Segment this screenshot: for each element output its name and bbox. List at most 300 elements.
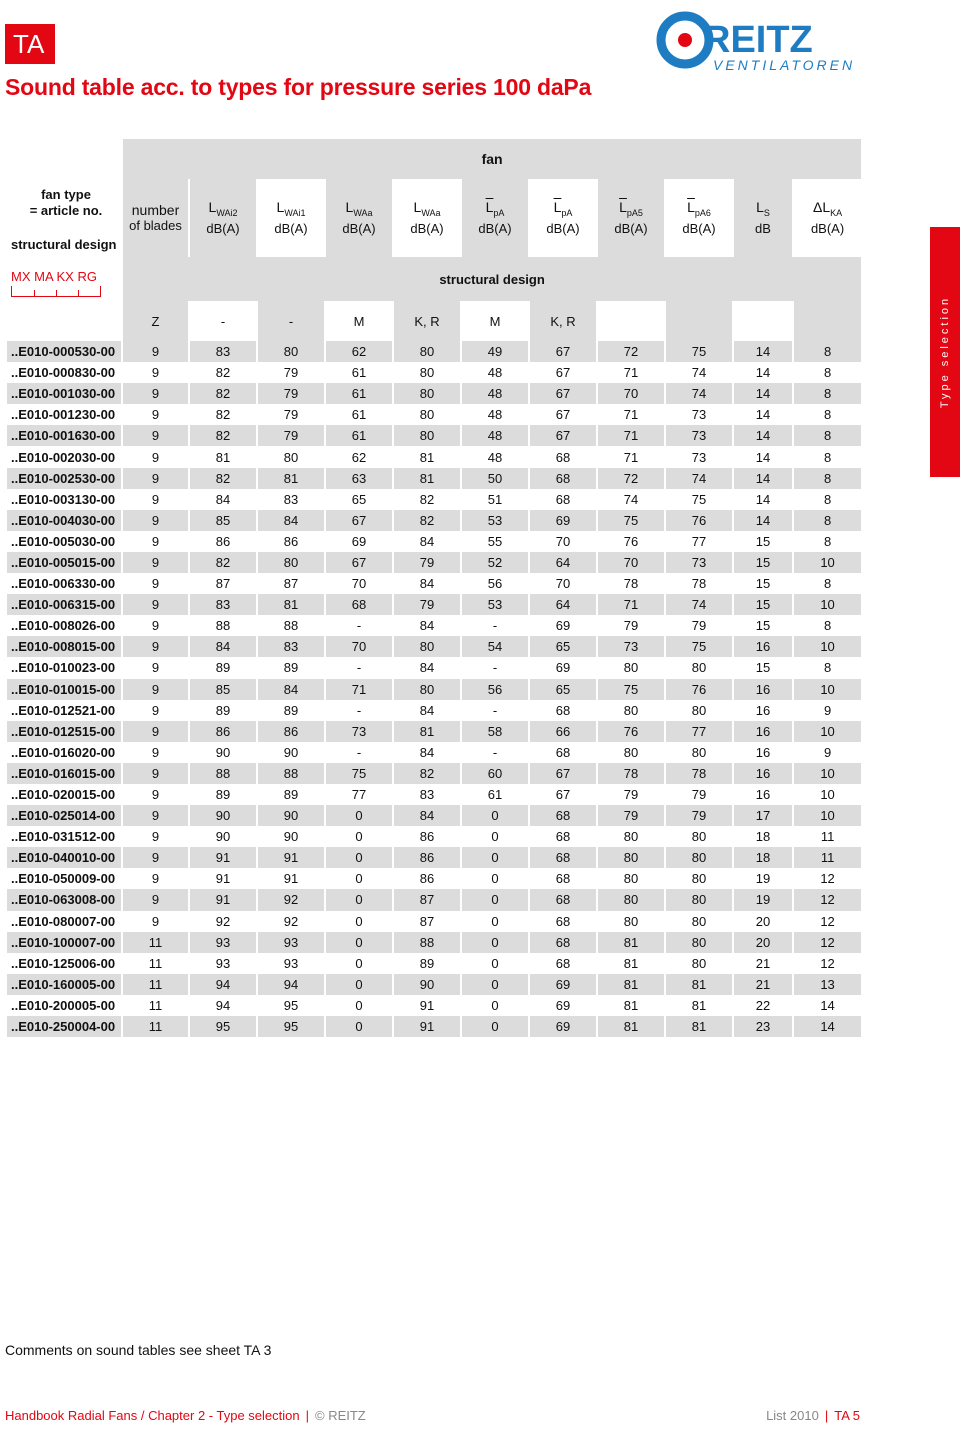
table-cell: 83 — [257, 636, 325, 657]
table-cell: 48 — [461, 404, 529, 425]
table-cell: 18 — [733, 847, 793, 868]
table-cell: 68 — [529, 911, 597, 932]
article-number-cell: ..E010-063008-00 — [6, 889, 122, 910]
table-row — [6, 636, 862, 657]
table-cell: 81 — [597, 1016, 665, 1037]
table-cell: 9 — [122, 784, 189, 805]
table-cell: 0 — [461, 974, 529, 995]
table-cell: 68 — [529, 953, 597, 974]
table-cell: 93 — [257, 953, 325, 974]
table-cell: 86 — [189, 721, 257, 742]
table-cell: 79 — [597, 615, 665, 636]
design-cell-4: K, R — [393, 301, 461, 341]
table-cell: 23 — [733, 1016, 793, 1037]
table-row — [6, 615, 862, 636]
table-cell: 70 — [597, 383, 665, 404]
table-cell: 76 — [665, 679, 733, 700]
table-cell: 9 — [122, 826, 189, 847]
table-cell: 90 — [257, 826, 325, 847]
article-number-cell: ..E010-031512-00 — [6, 826, 122, 847]
column-header-9 — [733, 179, 793, 257]
structural-codes-cell — [6, 257, 122, 301]
table-cell: 61 — [325, 425, 393, 446]
column-unit: dB — [755, 220, 771, 236]
column-header-0 — [122, 179, 189, 257]
table-cell: 0 — [461, 826, 529, 847]
table-row — [6, 446, 862, 467]
table-cell: 68 — [529, 468, 597, 489]
table-cell: 9 — [122, 510, 189, 531]
table-cell: 68 — [529, 805, 597, 826]
column-symbol: $\overline{L}_{pA}$ — [485, 199, 505, 218]
table-cell: 91 — [393, 995, 461, 1016]
table-cell: 88 — [393, 932, 461, 953]
table-cell: 80 — [665, 826, 733, 847]
table-cell: 75 — [597, 510, 665, 531]
table-cell: 61 — [325, 383, 393, 404]
table-row — [6, 784, 862, 805]
table-cell: 75 — [325, 763, 393, 784]
column-header-7 — [597, 179, 665, 257]
svg-text:VENTILATOREN: VENTILATOREN — [713, 57, 856, 73]
table-row — [6, 510, 862, 531]
table-cell: 21 — [733, 953, 793, 974]
table-cell: 79 — [393, 594, 461, 615]
table-cell: 90 — [257, 805, 325, 826]
table-cell: 84 — [257, 679, 325, 700]
structural-bracket — [11, 286, 101, 297]
table-cell: 84 — [393, 805, 461, 826]
table-cell: 80 — [257, 341, 325, 362]
table-cell: 8 — [793, 446, 862, 467]
structural-design-header: structural design — [122, 257, 862, 301]
column-symbol: $L_{WAi1}$ — [276, 199, 306, 218]
table-cell: 10 — [793, 594, 862, 615]
table-cell: 95 — [257, 1016, 325, 1037]
table-cell: 0 — [461, 805, 529, 826]
table-cell: 8 — [793, 489, 862, 510]
table-cell: 81 — [393, 468, 461, 489]
table-cell: 0 — [325, 911, 393, 932]
table-row — [6, 953, 862, 974]
table-cell: 89 — [189, 657, 257, 678]
table-cell: 94 — [189, 995, 257, 1016]
table-cell: 68 — [529, 826, 597, 847]
table-cell: 80 — [393, 383, 461, 404]
design-cell-0: Z — [122, 301, 189, 341]
table-cell: 14 — [793, 1016, 862, 1037]
table-cell: 9 — [122, 657, 189, 678]
article-number-cell: ..E010-006315-00 — [6, 594, 122, 615]
table-cell: 50 — [461, 468, 529, 489]
table-cell: 68 — [529, 847, 597, 868]
table-cell: 10 — [793, 552, 862, 573]
table-cell: 89 — [189, 700, 257, 721]
column-unit: dB(A) — [274, 220, 308, 236]
table-cell: 82 — [189, 468, 257, 489]
table-cell: 77 — [665, 531, 733, 552]
svg-text:REITZ: REITZ — [703, 19, 813, 61]
article-number-cell: ..E010-050009-00 — [6, 868, 122, 889]
footer-right: List 2010 | TA 5 — [766, 1408, 860, 1423]
article-number-cell: ..E010-002030-00 — [6, 446, 122, 467]
table-cell: - — [461, 700, 529, 721]
table-cell: 95 — [257, 995, 325, 1016]
design-cell-7 — [597, 301, 665, 341]
article-number-cell: ..E010-100007-00 — [6, 932, 122, 953]
table-row — [6, 657, 862, 678]
article-number-cell: ..E010-040010-00 — [6, 847, 122, 868]
table-row — [6, 404, 862, 425]
table-cell: 70 — [529, 531, 597, 552]
comment-note: Comments on sound tables see sheet TA 3 — [5, 1342, 272, 1358]
column-header-6 — [529, 179, 597, 257]
table-cell: 80 — [393, 362, 461, 383]
table-cell: 80 — [597, 868, 665, 889]
table-cell: 9 — [122, 742, 189, 763]
table-cell: 21 — [733, 974, 793, 995]
column-header-2 — [257, 179, 325, 257]
table-cell: 75 — [665, 489, 733, 510]
table-cell: 53 — [461, 594, 529, 615]
table-cell: 9 — [122, 636, 189, 657]
table-cell: 87 — [257, 573, 325, 594]
article-number-cell: ..E010-002530-00 — [6, 468, 122, 489]
table-cell: 0 — [325, 868, 393, 889]
table-cell: 12 — [793, 932, 862, 953]
table-cell: 95 — [189, 1016, 257, 1037]
table-cell: 62 — [325, 446, 393, 467]
column-unit: dB(A) — [614, 220, 648, 236]
table-cell: 0 — [325, 805, 393, 826]
table-cell: 11 — [122, 953, 189, 974]
table-cell: 69 — [325, 531, 393, 552]
table-row — [6, 995, 862, 1016]
table-cell: 71 — [597, 362, 665, 383]
column-symbol: $L_{WAi2}$ — [208, 199, 238, 218]
table-cell: 86 — [393, 868, 461, 889]
table-row — [6, 763, 862, 784]
table-cell: 10 — [793, 784, 862, 805]
table-cell: 52 — [461, 552, 529, 573]
table-cell: 15 — [733, 594, 793, 615]
table-cell: 0 — [325, 847, 393, 868]
table-cell: 0 — [461, 1016, 529, 1037]
table-cell: - — [461, 657, 529, 678]
table-cell: 80 — [393, 404, 461, 425]
table-cell: - — [325, 700, 393, 721]
table-cell: 16 — [733, 763, 793, 784]
design-cell-8 — [665, 301, 733, 341]
table-cell: 84 — [257, 510, 325, 531]
table-cell: 67 — [529, 362, 597, 383]
table-cell: 68 — [529, 889, 597, 910]
table-cell: 93 — [257, 932, 325, 953]
table-cell: 86 — [393, 826, 461, 847]
table-cell: 9 — [122, 889, 189, 910]
table-cell: 79 — [597, 805, 665, 826]
table-cell: 17 — [733, 805, 793, 826]
table-cell: 80 — [665, 868, 733, 889]
column-symbol: $\Delta L_{KA}$ — [812, 199, 843, 218]
table-cell: 67 — [529, 383, 597, 404]
table-cell: 88 — [189, 615, 257, 636]
table-cell: 83 — [189, 341, 257, 362]
table-cell: 62 — [325, 341, 393, 362]
table-cell: 76 — [597, 721, 665, 742]
table-cell: 90 — [189, 826, 257, 847]
table-cell: 71 — [597, 404, 665, 425]
table-cell: 10 — [793, 636, 862, 657]
table-cell: - — [325, 657, 393, 678]
table-row — [6, 911, 862, 932]
design-row-label — [6, 301, 122, 341]
table-cell: 11 — [122, 995, 189, 1016]
table-cell: 73 — [665, 552, 733, 573]
article-number-cell: ..E010-012515-00 — [6, 721, 122, 742]
table-cell: 12 — [793, 889, 862, 910]
table-cell: 71 — [597, 425, 665, 446]
table-cell: 8 — [793, 425, 862, 446]
table-cell: 69 — [529, 1016, 597, 1037]
table-row — [6, 974, 862, 995]
table-cell: 64 — [529, 552, 597, 573]
article-number-cell: ..E010-200005-00 — [6, 995, 122, 1016]
table-cell: 87 — [393, 889, 461, 910]
table-cell: 89 — [189, 784, 257, 805]
table-cell: 48 — [461, 362, 529, 383]
table-cell: 49 — [461, 341, 529, 362]
article-number-cell: ..E010-125006-00 — [6, 953, 122, 974]
table-cell: 9 — [122, 679, 189, 700]
table-row — [6, 826, 862, 847]
table-cell: 63 — [325, 468, 393, 489]
column-unit: dB(A) — [478, 220, 512, 236]
table-cell: 87 — [189, 573, 257, 594]
page-title: Sound table acc. to types for pressure series 100 daPa — [5, 74, 592, 100]
table-cell: 68 — [529, 700, 597, 721]
table-cell: 80 — [665, 657, 733, 678]
table-cell: 88 — [257, 615, 325, 636]
table-cell: 0 — [325, 974, 393, 995]
article-number-cell: ..E010-001030-00 — [6, 383, 122, 404]
table-cell: 72 — [597, 468, 665, 489]
column-unit: dB(A) — [410, 220, 444, 236]
table-cell: 90 — [189, 805, 257, 826]
table-cell: 82 — [393, 763, 461, 784]
table-cell: 65 — [325, 489, 393, 510]
article-number-cell: ..E010-001230-00 — [6, 404, 122, 425]
column-header-8 — [665, 179, 733, 257]
table-cell: 65 — [529, 679, 597, 700]
table-cell: 8 — [793, 657, 862, 678]
article-number-cell: ..E010-025014-00 — [6, 805, 122, 826]
table-cell: 68 — [529, 489, 597, 510]
table-cell: 91 — [257, 868, 325, 889]
table-cell: 79 — [665, 805, 733, 826]
table-cell: 73 — [665, 446, 733, 467]
table-cell: 77 — [665, 721, 733, 742]
table-cell: 81 — [257, 594, 325, 615]
corner-cell — [6, 139, 122, 179]
table-cell: 0 — [461, 889, 529, 910]
table-cell: 67 — [325, 510, 393, 531]
article-number-cell: ..E010-016015-00 — [6, 763, 122, 784]
table-cell: 9 — [122, 700, 189, 721]
table-cell: 15 — [733, 531, 793, 552]
column-symbol: number — [131, 202, 180, 218]
table-cell: 51 — [461, 489, 529, 510]
column-header-1 — [189, 179, 257, 257]
table-cell: 8 — [793, 404, 862, 425]
table-cell: 74 — [665, 468, 733, 489]
table-cell: 67 — [529, 784, 597, 805]
table-cell: 75 — [597, 679, 665, 700]
table-cell: 80 — [665, 911, 733, 932]
table-row — [6, 805, 862, 826]
table-cell: 79 — [597, 784, 665, 805]
table-cell: 78 — [597, 763, 665, 784]
footer-handbook: Handbook Radial Fans / Chapter 2 - Type selection — [5, 1408, 300, 1423]
table-cell: 79 — [257, 362, 325, 383]
table-cell: 61 — [325, 362, 393, 383]
table-row — [6, 700, 862, 721]
table-cell: 56 — [461, 573, 529, 594]
table-cell: 53 — [461, 510, 529, 531]
table-cell: 81 — [393, 721, 461, 742]
table-cell: 74 — [665, 383, 733, 404]
table-cell: 68 — [529, 446, 597, 467]
table-cell: 12 — [793, 868, 862, 889]
table-cell: 80 — [665, 847, 733, 868]
column-unit: dB(A) — [682, 220, 716, 236]
table-cell: 14 — [733, 468, 793, 489]
table-cell: 74 — [597, 489, 665, 510]
article-number-cell: ..E010-080007-00 — [6, 911, 122, 932]
article-number-cell: ..E010-008026-00 — [6, 615, 122, 636]
article-number-cell: ..E010-160005-00 — [6, 974, 122, 995]
table-cell: 9 — [122, 404, 189, 425]
table-cell: 89 — [257, 700, 325, 721]
table-cell: 8 — [793, 468, 862, 489]
table-cell: 72 — [597, 341, 665, 362]
table-cell: 8 — [793, 341, 862, 362]
table-cell: 80 — [665, 700, 733, 721]
table-cell: 48 — [461, 446, 529, 467]
article-number-cell: ..E010-250004-00 — [6, 1016, 122, 1037]
table-cell: 81 — [597, 974, 665, 995]
table-cell: 70 — [529, 573, 597, 594]
table-cell: 74 — [665, 362, 733, 383]
table-cell: 81 — [665, 1016, 733, 1037]
table-cell: 92 — [257, 889, 325, 910]
table-cell: 93 — [189, 932, 257, 953]
table-cell: 87 — [393, 911, 461, 932]
table-cell: 80 — [597, 847, 665, 868]
table-cell: 15 — [733, 615, 793, 636]
table-cell: 90 — [393, 974, 461, 995]
footer-left: Handbook Radial Fans / Chapter 2 - Type selection | © REITZ — [5, 1408, 366, 1423]
table-cell: 90 — [257, 742, 325, 763]
table-cell: 79 — [257, 425, 325, 446]
table-cell: 83 — [257, 489, 325, 510]
table-cell: 14 — [793, 995, 862, 1016]
table-cell: 8 — [793, 615, 862, 636]
table-cell: 82 — [189, 404, 257, 425]
table-cell: 74 — [665, 594, 733, 615]
table-cell: 77 — [325, 784, 393, 805]
design-cell-2: - — [257, 301, 325, 341]
table-cell: 56 — [461, 679, 529, 700]
article-number-cell: ..E010-000530-00 — [6, 341, 122, 362]
table-cell: 64 — [529, 594, 597, 615]
table-cell: 10 — [793, 805, 862, 826]
table-cell: 61 — [461, 784, 529, 805]
section-tag: TA — [5, 24, 55, 64]
table-cell: 0 — [325, 953, 393, 974]
table-cell: 9 — [793, 742, 862, 763]
table-cell: 15 — [733, 552, 793, 573]
table-cell: 14 — [733, 446, 793, 467]
table-cell: 16 — [733, 679, 793, 700]
table-cell: 0 — [325, 932, 393, 953]
table-cell: 84 — [393, 657, 461, 678]
table-cell: 83 — [393, 784, 461, 805]
table-cell: 79 — [665, 784, 733, 805]
table-cell: 66 — [529, 721, 597, 742]
table-cell: 15 — [733, 573, 793, 594]
table-cell: 84 — [393, 615, 461, 636]
table-row — [6, 425, 862, 446]
table-cell: - — [461, 615, 529, 636]
table-cell: 80 — [257, 552, 325, 573]
table-cell: - — [325, 742, 393, 763]
table-cell: 68 — [529, 742, 597, 763]
table-cell: 9 — [122, 763, 189, 784]
table-cell: 73 — [665, 425, 733, 446]
table-cell: 84 — [393, 573, 461, 594]
table-cell: 67 — [529, 763, 597, 784]
table-cell: 69 — [529, 995, 597, 1016]
table-cell: 14 — [733, 489, 793, 510]
table-cell: 18 — [733, 826, 793, 847]
table-cell: 61 — [325, 404, 393, 425]
table-cell: 9 — [122, 552, 189, 573]
article-number-cell: ..E010-010023-00 — [6, 657, 122, 678]
table-cell: 82 — [189, 383, 257, 404]
article-number-cell: ..E010-010015-00 — [6, 679, 122, 700]
table-cell: 55 — [461, 531, 529, 552]
table-cell: 80 — [257, 446, 325, 467]
table-cell: 91 — [393, 1016, 461, 1037]
table-cell: 68 — [325, 594, 393, 615]
table-cell: 11 — [793, 826, 862, 847]
table-row — [6, 362, 862, 383]
table-cell: 91 — [257, 847, 325, 868]
column-unit: of blades — [129, 218, 182, 233]
table-cell: 84 — [393, 700, 461, 721]
table-cell: 81 — [597, 995, 665, 1016]
table-cell: 10 — [793, 721, 862, 742]
table-cell: 10 — [793, 679, 862, 700]
footer-copyright: © REITZ — [315, 1408, 366, 1423]
table-row — [6, 932, 862, 953]
table-cell: 80 — [665, 953, 733, 974]
article-number-cell: ..E010-008015-00 — [6, 636, 122, 657]
table-row — [6, 868, 862, 889]
table-cell: 67 — [529, 404, 597, 425]
table-cell: 8 — [793, 362, 862, 383]
